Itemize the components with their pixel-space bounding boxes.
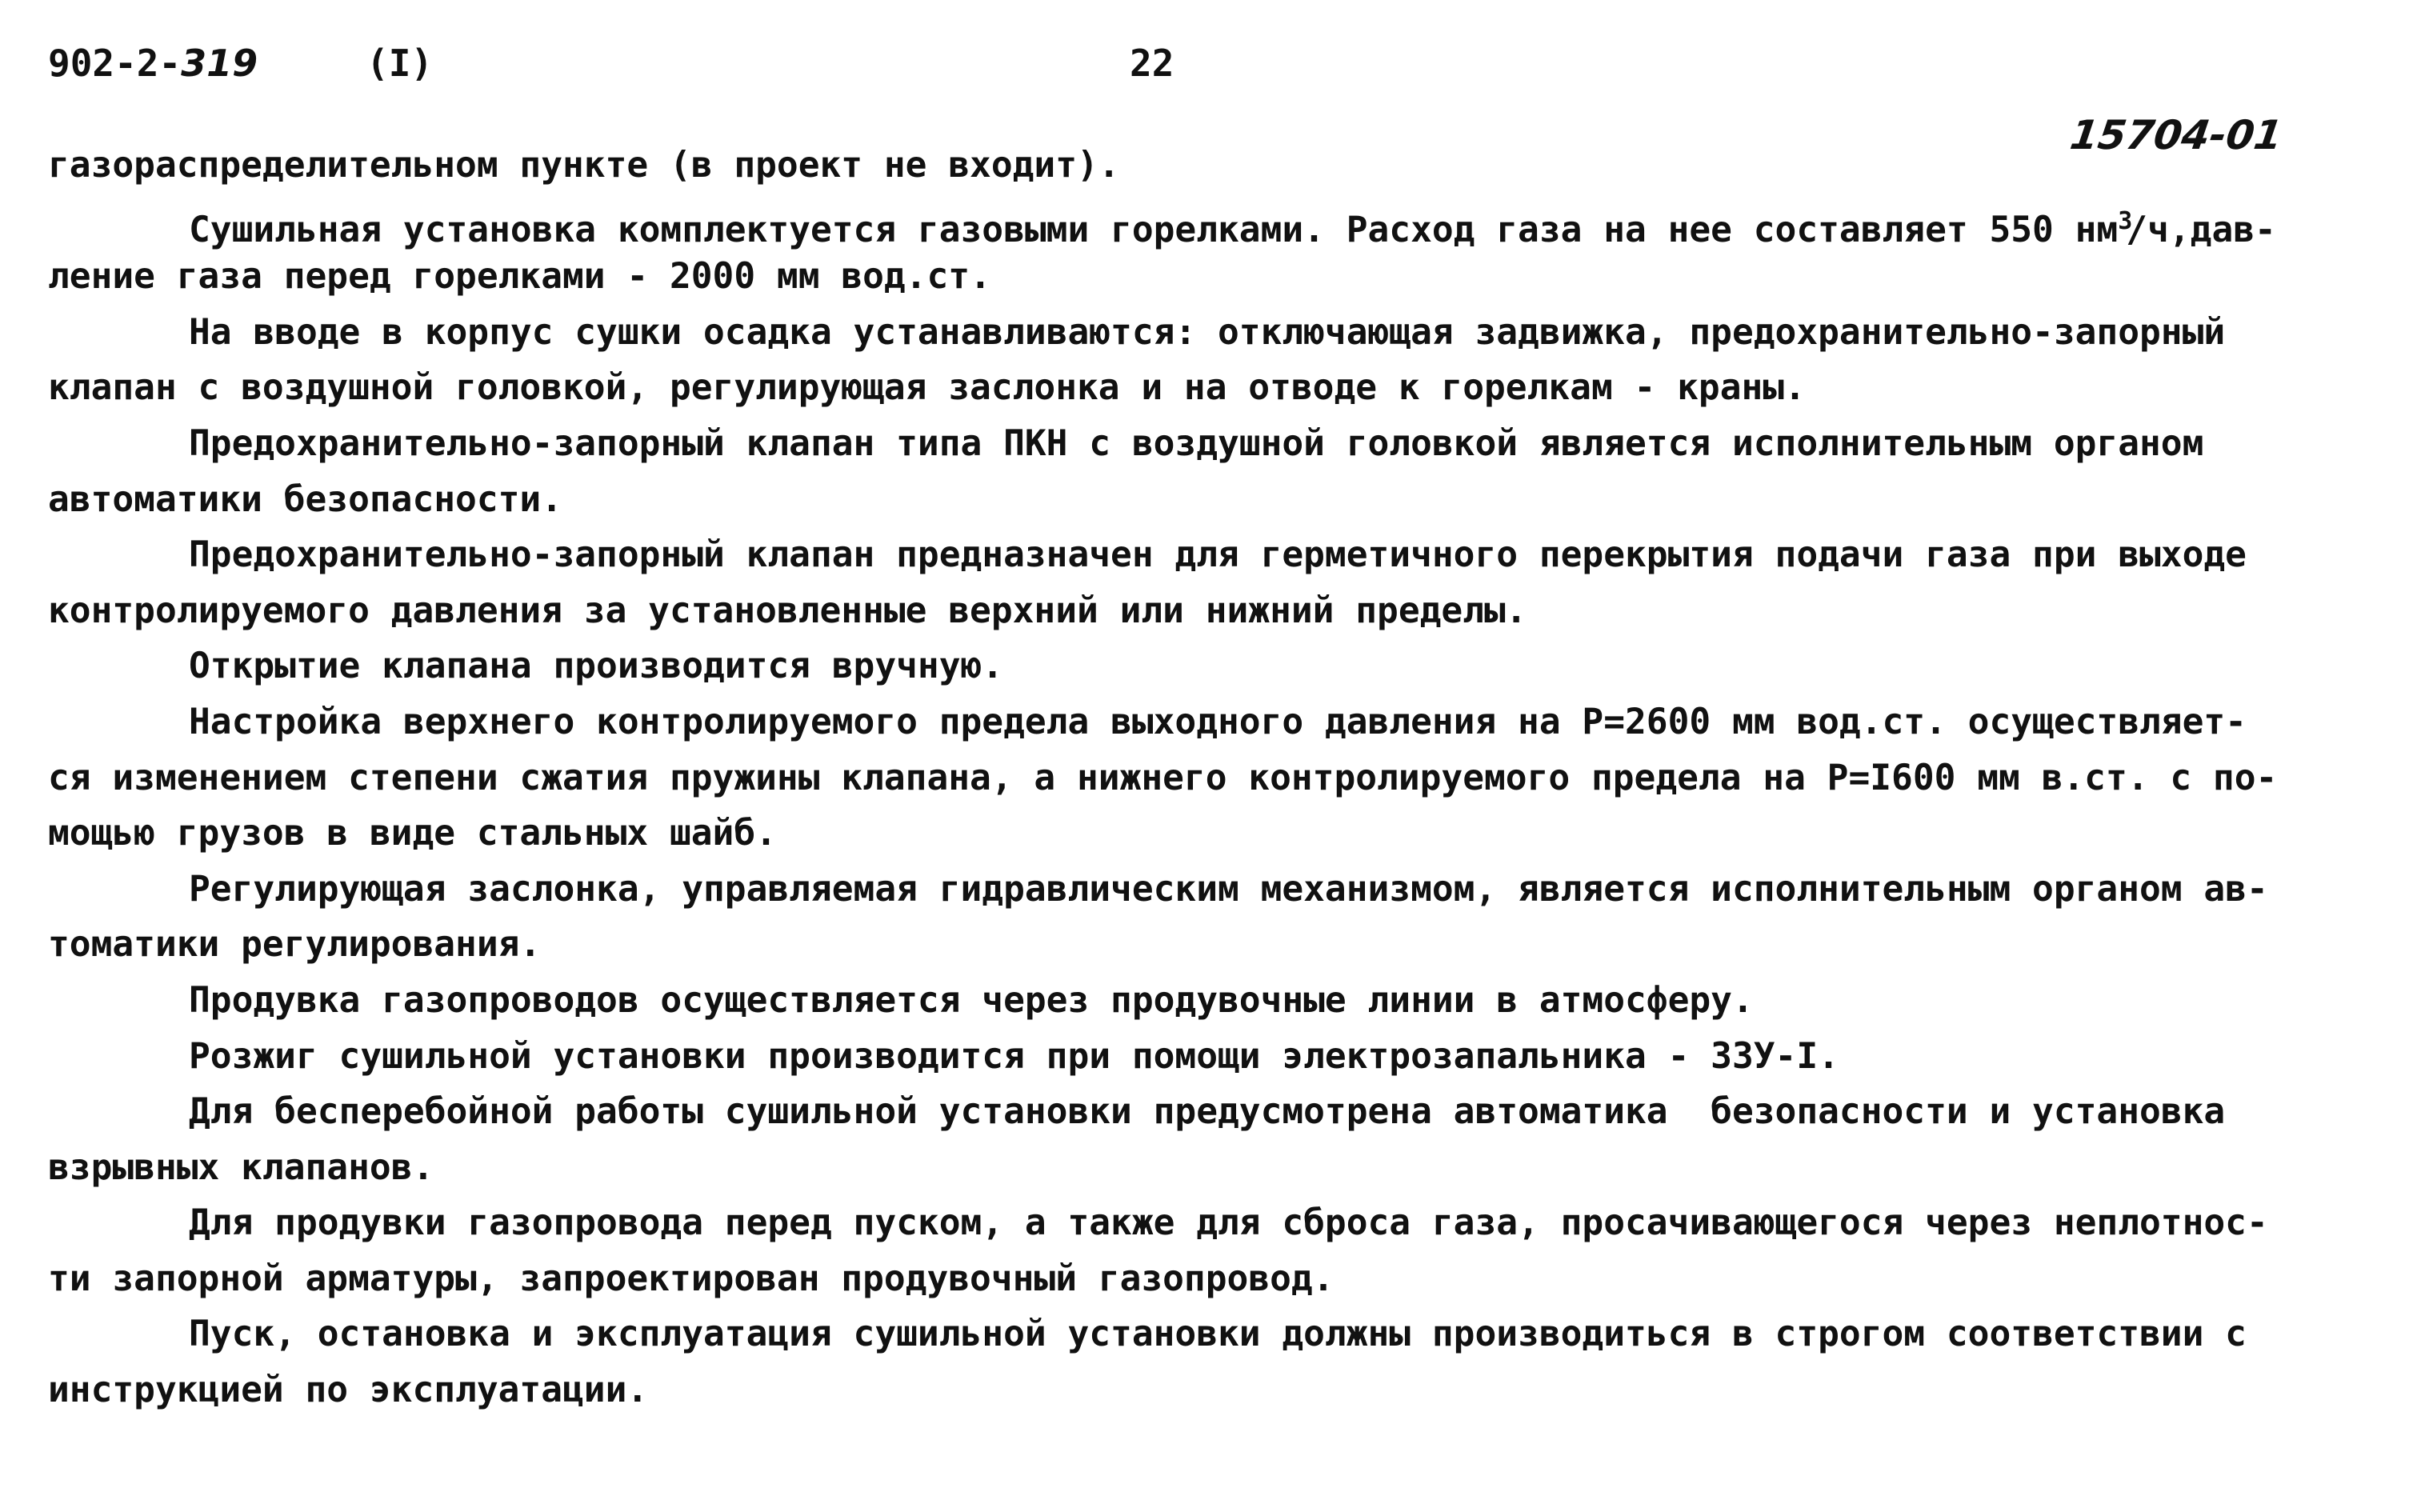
text-line-content: газораспределительном пункте (в проект не входит). (48, 145, 1120, 186)
text-line-content: Продувка газопроводов осуществляется через продувочные линии в атмосферу. (189, 979, 1754, 1021)
text-line-content: ление газа перед горелками - 2000 мм вод.ст. (48, 256, 991, 298)
text-line-content: Регулирующая заслонка, управляемая гидравлическим механизмом, является исполнительным органом ав- (189, 868, 2268, 910)
text-line-content: Предохранительно-запорный клапан типа ПКН с воздушной головкой является исполнительным органом (189, 422, 2204, 464)
text-line (48, 527, 2352, 583)
text-line (48, 1306, 2352, 1362)
text-line (48, 1084, 2352, 1140)
text-line (48, 750, 2352, 806)
text-line (48, 583, 2352, 639)
text-line-content: клапан с воздушной головкой, регулирующая заслонка и на отводе к горелкам - краны. (48, 367, 1806, 409)
text-line (48, 638, 2352, 694)
text-line (48, 862, 2352, 918)
text-line-content: ти запорной арматуры, запроектирован продувочный газопровод. (48, 1258, 1335, 1299)
document-body (48, 138, 2352, 1418)
text-line (48, 360, 2352, 416)
text-line-content: контролируемого давления за установленные верхний или нижний пределы. (48, 590, 1527, 631)
text-line-content: взрывных клапанов. (48, 1146, 434, 1188)
text-line-content: На вводе в корпус сушки осадка устанавливаются: отключающая задвижка, предохранительно-запорный (189, 311, 2226, 353)
text-line (48, 806, 2352, 862)
text-line-content: автоматики безопасности. (48, 478, 562, 520)
text-line (48, 1140, 2352, 1196)
text-line (48, 973, 2352, 1029)
text-line (48, 138, 2352, 194)
text-line (48, 1251, 2352, 1307)
text-line (48, 694, 2352, 750)
text-line (48, 1029, 2352, 1085)
text-line (48, 1195, 2352, 1251)
text-line-content: ся изменением степени сжатия пружины клапана, а нижнего контролируемого предела на Р=I600 мм в.ст. с по- (48, 757, 2278, 798)
text-line-content: Сушильная установка комплектуется газовыми горелками. Расход газа на нее составляет 550 нм (189, 209, 2119, 250)
page-number: 22 (1130, 42, 1174, 85)
text-line-content: Для бесперебойной работы сушильной установки предусмотрена автоматика безопасности и установка (189, 1091, 2226, 1133)
text-line (48, 472, 2352, 528)
text-line (48, 1362, 2352, 1418)
text-line-content: томатики регулирования. (48, 924, 542, 966)
text-line-content: Для продувки газопровода перед пуском, а также для сброса газа, просачивающегося через неплотнос- (189, 1202, 2268, 1244)
unit-superscript: 3 (2118, 206, 2127, 235)
text-line-content: мощью грузов в виде стальных шайб. (48, 813, 777, 854)
document-code-handwritten: 319 (181, 42, 258, 85)
text-line (48, 416, 2352, 472)
text-line-content: Розжиг сушильной установки производится при помощи электрозапальника - ЗЗУ-I. (189, 1035, 1839, 1077)
text-line-content: Настройка верхнего контролируемого предела выходного давления на Р=2600 мм вод.ст. осуществляет- (189, 701, 2247, 742)
handwritten-stamp: 15704-01 (2067, 112, 2286, 158)
text-line-content: Пуск, остановка и эксплуатация сушильной установки должны производиться в строгом соответствии с (189, 1314, 2247, 1355)
text-line (48, 917, 2352, 973)
text-line-tail: /ч,дав- (2126, 209, 2276, 250)
text-line-content: Предохранительно-запорный клапан предназначен для герметичного перекрытия подачи газа при выходе (189, 534, 2247, 576)
sheet-number: (I) (366, 42, 434, 85)
document-code-prefix: 902-2- (48, 42, 182, 85)
document-code (48, 42, 258, 85)
text-line-content: Открытие клапана производится вручную. (189, 646, 1004, 687)
text-line-content: инструкцией по эксплуатации. (48, 1370, 649, 1411)
text-line (48, 249, 2352, 305)
text-line (48, 305, 2352, 361)
text-line (48, 194, 2352, 250)
